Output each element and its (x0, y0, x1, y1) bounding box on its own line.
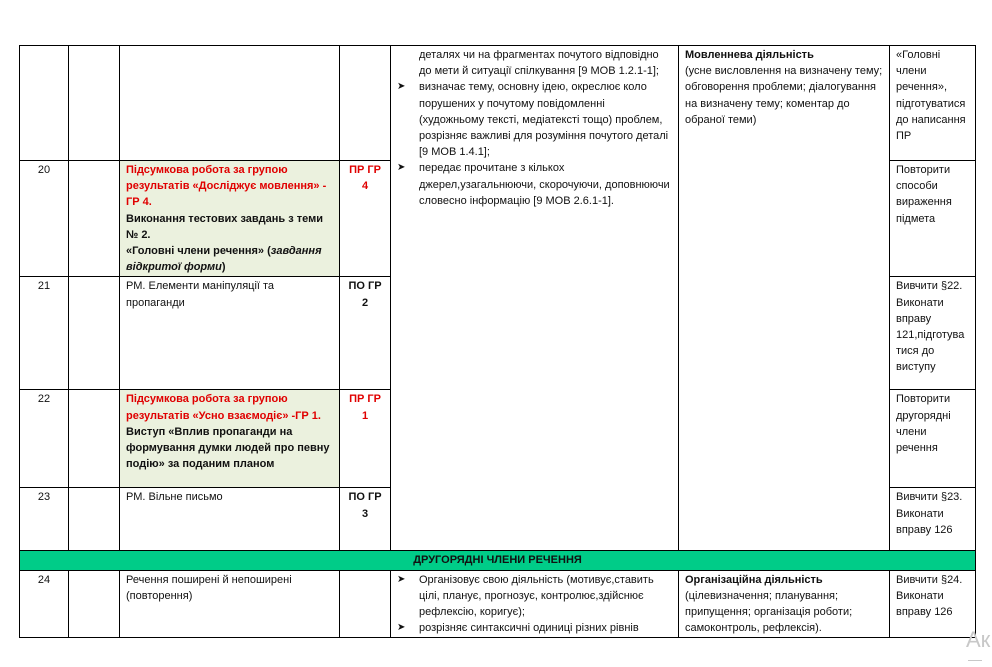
homework-cell: «Головні члени речення», підготуватися до написання ПР (890, 46, 976, 161)
homework-cell: Повторити другорядні члени речення (890, 390, 976, 488)
homework-cell: Вивчити §22. Виконати вправу 121,підготуватися до виступу (890, 277, 976, 390)
activity-title: Мовленнева діяльність (685, 49, 814, 61)
lesson-topic: РМ. Вільне письмо (120, 488, 340, 551)
date-cell (69, 488, 120, 551)
date-cell (69, 277, 120, 390)
lesson-type: ПР ГР 4 (340, 161, 391, 277)
achievement-list (397, 79, 672, 209)
arrow-bullet-icon: ➤ (397, 81, 406, 93)
lesson-plan-table (19, 45, 976, 638)
topic-cell (120, 46, 340, 161)
section-row (20, 551, 976, 570)
activity-title: Організаційна діяльність (685, 573, 823, 586)
homework-cell: Повторити способи вираження підмета (890, 161, 976, 277)
type-cell (340, 570, 391, 638)
achievements-cell (391, 570, 679, 638)
lesson-number: 22 (20, 390, 69, 488)
watermark-text: Ак (966, 627, 991, 652)
activity-cell (679, 46, 890, 551)
lesson-type: ПО ГР 2 (340, 277, 391, 390)
lesson-topic: Речення поширені й непоширені (повторення) (120, 570, 340, 638)
topic-red-text: Підсумкова робота за групою результатів «Усно взаємодіє» -ГР 1. (126, 393, 321, 422)
date-cell (69, 570, 120, 638)
achievement-item: ➤ визначає тему, основну ідею, окреслює коло порушених у почутому повідомленні (художньому тексті, медіатексті тощо) проблем, розрізняє важливі для розуміння почутого деталі [9 МОВ 1.4.1]; (397, 81, 669, 159)
lesson-topic (120, 390, 340, 488)
lesson-topic: Підсумкова робота за групою результатів «Досліджує мовлення» - ГР 4. Виконання тестових завдань з теми № 2. «Головні члени речення» (завдання відкритої форми) (120, 161, 340, 277)
date-cell (69, 46, 120, 161)
arrow-bullet-icon: ➤ (397, 162, 406, 174)
date-cell (69, 161, 120, 277)
activity-text: (усне висловлення на визначену тему; обговорення проблеми; діалогування на визначену тему; коментар до обраної теми) (685, 65, 883, 126)
type-cell (340, 46, 391, 161)
achievement-item: ➤ Організовує свою діяльність (мотивує,ставить цілі, планує, прогнозує, контролює,здійснює рефлексію, коригує); (397, 573, 654, 619)
achievement-item: ➤ розрізняє синтаксичні одиниці різних рівнів (397, 620, 672, 636)
topic-bold-text: Виступ «Вплив пропаганди на формування думки людей про певну подію» за поданим планом (126, 425, 330, 471)
topic-bold-text: Виконання тестових завдань з теми № 2. (126, 212, 323, 241)
activity-cell (679, 570, 890, 638)
lesson-number: 24 (20, 570, 69, 638)
achievements-cell (391, 46, 679, 551)
homework-cell: Вивчити §23. Виконати вправу 126 (890, 488, 976, 551)
section-title: ДРУГОРЯДНІ ЧЛЕНИ РЕЧЕННЯ (20, 551, 976, 570)
table-row (20, 46, 976, 161)
number-cell (20, 46, 69, 161)
lesson-number: 21 (20, 277, 69, 390)
activity-text: (цілевизначення; планування; припущення; організація роботи; самоконтроль, рефлексія). (685, 589, 853, 635)
homework-cell: Вивчити §24. Виконати вправу 126 (890, 570, 976, 638)
table-row (20, 570, 976, 638)
watermark-dash (968, 660, 982, 661)
arrow-bullet-icon: ➤ (397, 622, 406, 634)
lesson-number: 23 (20, 488, 69, 551)
lesson-number: 20 (20, 161, 69, 277)
topic-red-text: Підсумкова робота за групою результатів «Досліджує мовлення» - ГР 4. (126, 164, 327, 209)
lesson-type: ПР ГР 1 (340, 390, 391, 488)
achievement-list (397, 572, 672, 637)
lesson-type: ПО ГР 3 (340, 488, 391, 551)
arrow-bullet-icon: ➤ (397, 573, 406, 585)
achievement-item: ➤ передає прочитане з кількох джерел,узагальнюючи, скорочуючи, доповнюючи словесно інформацію [9 МОВ 2.6.1-1]. (397, 162, 670, 207)
lesson-topic: РМ. Елементи маніпуляції та пропаганди (120, 277, 340, 390)
achievement-item: деталях чи на фрагментах почутого відповідно до мети й ситуації спілкування [9 МОВ 1.2.1-1]; (419, 49, 659, 78)
date-cell (69, 390, 120, 488)
